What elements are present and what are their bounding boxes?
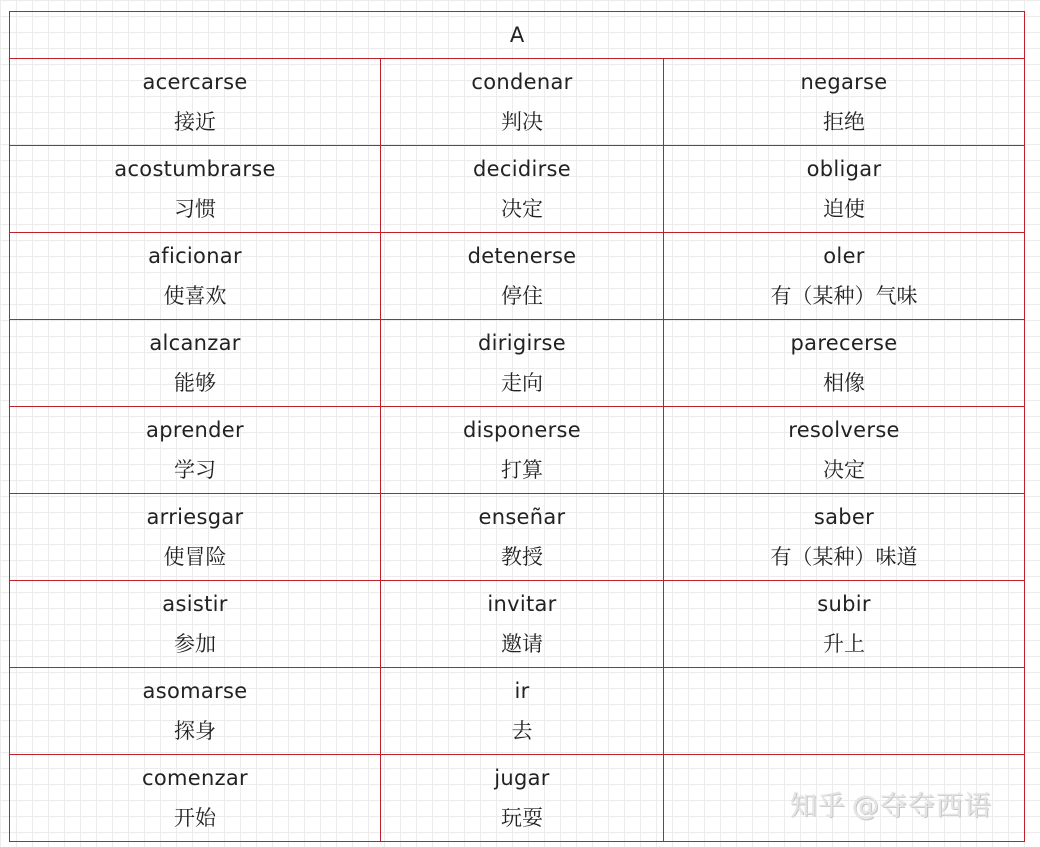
spanish-verb: jugar — [494, 765, 550, 790]
spanish-verb: negarse — [800, 69, 888, 94]
spanish-verb: saber — [813, 504, 875, 529]
chinese-meaning: 使喜欢 — [163, 283, 227, 308]
spanish-verb: arriesgar — [146, 504, 244, 529]
verb-cell — [381, 59, 664, 146]
verb-cell — [10, 755, 381, 842]
chinese-meaning: 接近 — [174, 109, 216, 134]
spanish-verb: aprender — [146, 417, 244, 442]
table-row — [10, 59, 1025, 146]
verb-cell — [664, 320, 1025, 407]
verb-cell — [10, 59, 381, 146]
spanish-verb: obligar — [806, 156, 882, 181]
chinese-meaning: 使冒险 — [163, 544, 227, 569]
chinese-meaning: 去 — [511, 718, 533, 743]
watermark-handle: @夺夺西语 — [852, 791, 992, 822]
chinese-meaning: 拒绝 — [823, 109, 865, 134]
verb-table — [9, 11, 1025, 842]
spanish-verb: aficionar — [148, 243, 242, 268]
chinese-meaning: 邀请 — [501, 631, 543, 656]
spanish-verb: condenar — [471, 69, 573, 94]
verb-cell — [381, 581, 664, 668]
chinese-meaning: 能够 — [174, 370, 216, 395]
spanish-verb: oler — [823, 243, 865, 268]
chinese-meaning: 习惯 — [174, 196, 216, 221]
verb-cell — [10, 146, 381, 233]
verb-cell — [381, 407, 664, 494]
chinese-meaning: 有（某种）气味 — [770, 283, 918, 308]
verb-cell — [10, 320, 381, 407]
spanish-verb: alcanzar — [149, 330, 241, 355]
spanish-verb: acostumbrarse — [114, 156, 276, 181]
chinese-meaning: 玩耍 — [501, 805, 543, 830]
verb-cell — [664, 581, 1025, 668]
spanish-verb: asistir — [162, 591, 228, 616]
verb-cell — [10, 494, 381, 581]
verb-cell — [664, 494, 1025, 581]
verb-cell — [10, 233, 381, 320]
chinese-meaning: 决定 — [501, 196, 543, 221]
chinese-meaning: 相像 — [823, 370, 865, 395]
spanish-verb: invitar — [487, 591, 557, 616]
verb-cell — [381, 233, 664, 320]
chinese-meaning: 停住 — [501, 283, 543, 308]
spanish-verb: enseñar — [478, 504, 566, 529]
chinese-meaning: 有（某种）味道 — [770, 544, 918, 569]
spanish-verb: disponerse — [462, 417, 581, 442]
spanish-verb: decidirse — [473, 156, 571, 181]
verb-cell — [10, 581, 381, 668]
chinese-meaning: 打算 — [501, 457, 543, 482]
watermark-brand: 知乎 — [790, 791, 846, 822]
verb-cell — [664, 668, 1025, 755]
spanish-verb: ir — [514, 678, 530, 703]
chinese-meaning: 教授 — [501, 544, 543, 569]
spanish-verb: asomarse — [142, 678, 248, 703]
table-header-row — [10, 12, 1025, 59]
spanish-verb: resolverse — [788, 417, 900, 442]
table-row — [10, 146, 1025, 233]
spanish-verb: detenerse — [467, 243, 577, 268]
chinese-meaning: 探身 — [174, 718, 216, 743]
spanish-verb: comenzar — [141, 765, 248, 790]
chinese-meaning: 迫使 — [823, 196, 865, 221]
table-row — [10, 668, 1025, 755]
chinese-meaning: 决定 — [823, 457, 865, 482]
table-row — [10, 494, 1025, 581]
verb-cell — [664, 233, 1025, 320]
verb-cell — [10, 407, 381, 494]
chinese-meaning: 参加 — [174, 631, 216, 656]
spanish-verb: parecerse — [790, 330, 898, 355]
table-row — [10, 407, 1025, 494]
verb-cell — [381, 494, 664, 581]
verb-cell — [381, 668, 664, 755]
verb-cell — [664, 59, 1025, 146]
chinese-meaning: 开始 — [174, 805, 216, 830]
verb-cell — [381, 755, 664, 842]
spanish-verb: acercarse — [142, 69, 248, 94]
table-row — [10, 320, 1025, 407]
spanish-verb: subir — [817, 591, 871, 616]
table-header-cell: A — [10, 12, 1025, 59]
verb-cell — [664, 146, 1025, 233]
verb-cell — [664, 407, 1025, 494]
watermark — [790, 784, 992, 823]
table-row — [10, 581, 1025, 668]
spanish-verb: dirigirse — [478, 330, 566, 355]
verb-table-body — [10, 12, 1025, 842]
table-row — [10, 233, 1025, 320]
verb-cell — [10, 668, 381, 755]
verb-cell — [381, 146, 664, 233]
chinese-meaning: 判决 — [501, 109, 543, 134]
chinese-meaning: 学习 — [174, 457, 216, 482]
chinese-meaning: 升上 — [823, 631, 865, 656]
chinese-meaning: 走向 — [501, 370, 543, 395]
verb-cell — [381, 320, 664, 407]
